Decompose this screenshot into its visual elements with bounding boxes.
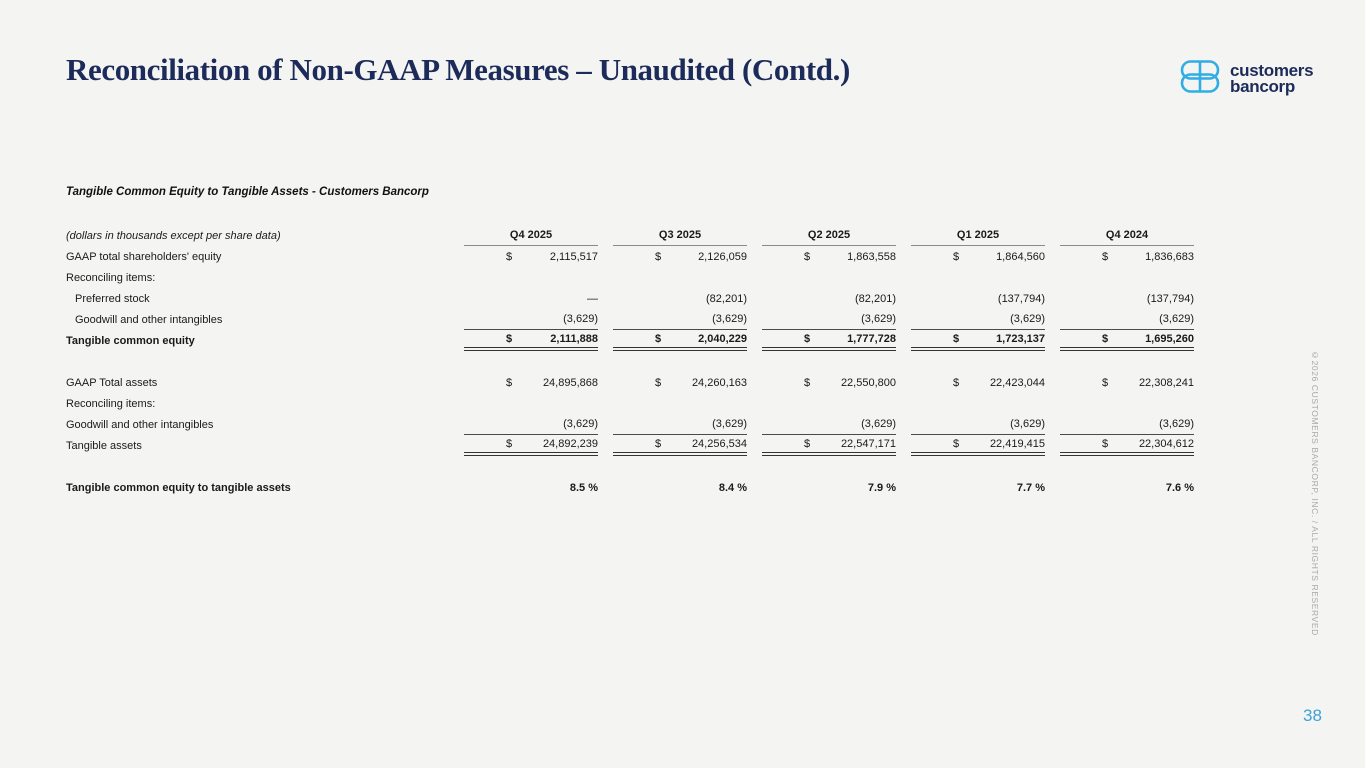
dollar-sign: $: [804, 376, 811, 389]
spacer-row: [66, 456, 1194, 477]
value-text: 2,040,229: [698, 332, 747, 345]
value-text: 2,111,888: [550, 332, 598, 345]
page-number: 38: [1303, 706, 1322, 725]
row-label: Goodwill and other intangibles: [66, 418, 214, 431]
dollar-sign: $: [655, 376, 662, 389]
dollar-sign: $: [953, 376, 960, 389]
cell-value: 7.7 %: [1016, 481, 1045, 494]
column-header: Q2 2025: [762, 229, 896, 246]
spacer-row: [66, 351, 1194, 372]
cell-value: [1060, 435, 1194, 456]
cell-value: 8.4 %: [718, 481, 747, 494]
dollar-sign: $: [506, 332, 513, 345]
dollar-sign: $: [655, 250, 662, 263]
cell-value: (82,201): [855, 292, 896, 305]
cell-value: [911, 372, 1045, 393]
value-text: 1,723,137: [996, 332, 1045, 345]
value-text: 22,419,415: [989, 437, 1045, 450]
table-row: [66, 477, 1194, 498]
cell-value: [464, 372, 598, 393]
value-text: 24,260,163: [691, 376, 747, 389]
cell-value: [613, 246, 747, 267]
value-text: 24,895,868: [542, 376, 598, 389]
table-section-title: Tangible Common Equity to Tangible Assets - Customers Bancorp: [66, 186, 429, 198]
cell-value: (3,629): [1060, 309, 1194, 330]
dollar-sign: $: [506, 250, 513, 263]
cell-value: [1060, 246, 1194, 267]
table-row: [66, 372, 1194, 393]
logo-line1: customers: [1230, 61, 1314, 80]
row-label: Reconciling items:: [66, 271, 156, 284]
table-header-row: [66, 222, 1194, 246]
row-label: Tangible assets: [66, 439, 142, 452]
column-header: Q1 2025: [911, 229, 1045, 246]
dollar-sign: $: [1102, 250, 1109, 263]
value-text: 1,864,560: [996, 250, 1045, 263]
cell-value: [464, 330, 598, 351]
dollar-sign: $: [804, 332, 811, 345]
cell-value: —: [587, 292, 598, 305]
cell-value: [613, 330, 747, 351]
copyright-notice: ©2026 CUSTOMERS BANCORP, INC. / ALL RIGHTS RESERVED: [1310, 350, 1320, 636]
cell-value: [762, 330, 896, 351]
value-text: 2,126,059: [698, 250, 747, 263]
dollar-sign: $: [655, 332, 662, 345]
row-label: Tangible common equity: [66, 334, 195, 347]
cell-value: 8.5 %: [569, 481, 598, 494]
table-row: [66, 309, 1194, 330]
dollar-sign: $: [804, 437, 811, 450]
value-text: 22,304,612: [1138, 437, 1194, 450]
column-header: Q3 2025: [613, 229, 747, 246]
value-text: 22,550,800: [840, 376, 896, 389]
table-row: [66, 393, 1194, 414]
value-text: 1,863,558: [847, 250, 896, 263]
table-body: [66, 222, 1194, 498]
customers-bancorp-logo: [1180, 60, 1313, 98]
logo-wordmark: [1230, 63, 1313, 95]
cell-value: (82,201): [706, 292, 747, 305]
cell-value: [911, 435, 1045, 456]
value-text: 1,777,728: [847, 332, 896, 345]
cell-value: (3,629): [762, 309, 896, 330]
row-label: GAAP Total assets: [66, 376, 158, 389]
dollar-sign: $: [953, 332, 960, 345]
value-text: 1,836,683: [1145, 250, 1194, 263]
cell-value: (3,629): [613, 309, 747, 330]
row-label: Tangible common equity to tangible assets: [66, 481, 291, 494]
table-row: [66, 330, 1194, 351]
cell-value: (137,794): [1146, 292, 1194, 305]
table-row: [66, 246, 1194, 267]
cell-value: (137,794): [997, 292, 1045, 305]
cell-value: [911, 246, 1045, 267]
cell-value: [464, 435, 598, 456]
cell-value: 7.6 %: [1165, 481, 1194, 494]
customers-bancorp-logo-icon: [1180, 60, 1220, 98]
row-label: Preferred stock: [75, 292, 150, 305]
value-text: 22,308,241: [1138, 376, 1194, 389]
table-row: [66, 288, 1194, 309]
dollar-sign: $: [1102, 437, 1109, 450]
table-row: [66, 414, 1194, 435]
cell-value: (3,629): [464, 309, 598, 330]
cell-value: [1060, 330, 1194, 351]
column-header: Q4 2025: [464, 229, 598, 246]
cell-value: [911, 330, 1045, 351]
row-label: GAAP total shareholders' equity: [66, 250, 222, 263]
dollar-sign: $: [1102, 332, 1109, 345]
cell-value: (3,629): [1060, 414, 1194, 435]
logo-line2: bancorp: [1230, 77, 1295, 96]
dollar-sign: $: [953, 437, 960, 450]
cell-value: [1060, 372, 1194, 393]
cell-value: 7.9 %: [867, 481, 896, 494]
dollar-sign: $: [953, 250, 960, 263]
row-label: Goodwill and other intangibles: [75, 313, 223, 326]
cell-value: [762, 435, 896, 456]
cell-value: (3,629): [911, 309, 1045, 330]
dollar-sign: $: [804, 250, 811, 263]
value-text: 24,256,534: [691, 437, 747, 450]
value-text: 1,695,260: [1145, 332, 1194, 345]
value-text: 22,423,044: [989, 376, 1045, 389]
table-row: [66, 267, 1194, 288]
page-title: Reconciliation of Non-GAAP Measures – Unaudited (Contd.): [66, 52, 850, 87]
dollar-sign: $: [506, 376, 513, 389]
cell-value: (3,629): [911, 414, 1045, 435]
cell-value: [613, 435, 747, 456]
table-row: [66, 435, 1194, 456]
cell-value: [762, 372, 896, 393]
row-label: Reconciling items:: [66, 397, 156, 410]
cell-value: (3,629): [613, 414, 747, 435]
dollar-sign: $: [1102, 376, 1109, 389]
cell-value: [464, 246, 598, 267]
value-text: 2,115,517: [549, 250, 598, 263]
cell-value: (3,629): [762, 414, 896, 435]
units-note: (dollars in thousands except per share data): [66, 230, 281, 242]
reconciliation-table: [66, 186, 1194, 498]
dollar-sign: $: [655, 437, 662, 450]
cell-value: [762, 246, 896, 267]
cell-value: (3,629): [464, 414, 598, 435]
value-text: 24,892,239: [542, 437, 598, 450]
column-header: Q4 2024: [1060, 229, 1194, 246]
dollar-sign: $: [506, 437, 513, 450]
value-text: 22,547,171: [840, 437, 896, 450]
cell-value: [613, 372, 747, 393]
